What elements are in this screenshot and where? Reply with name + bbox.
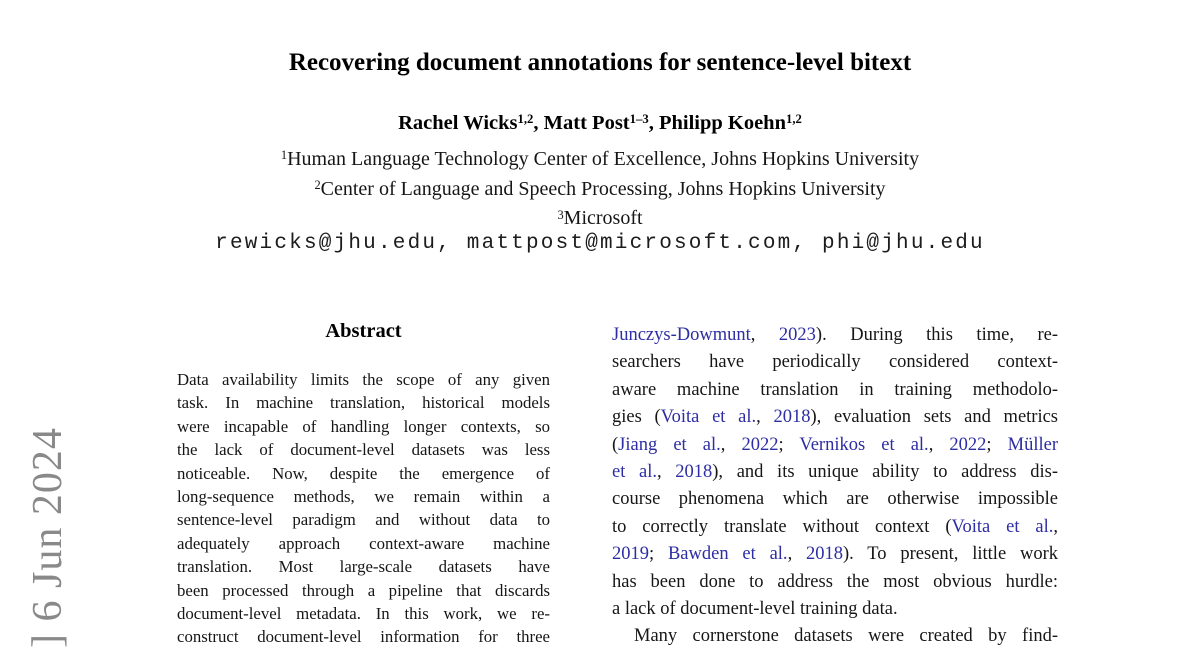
citation-link[interactable]: 2018 xyxy=(806,544,844,565)
superscript: 1 xyxy=(280,148,288,163)
text-line xyxy=(177,391,550,414)
superscript: 1,2 xyxy=(786,112,802,127)
text-run: , xyxy=(928,434,950,455)
text-line xyxy=(612,349,1058,376)
text-line xyxy=(612,514,1058,541)
citation-link[interactable]: 2022 xyxy=(741,434,779,455)
citation-link[interactable]: Vernikos et al. xyxy=(799,434,929,455)
text-run: searchers have periodically considered context- xyxy=(612,352,1058,373)
superscript: 1,2 xyxy=(517,112,534,127)
text-line xyxy=(177,415,550,438)
text-line xyxy=(0,146,1200,176)
text-run: document-level metadata. In this work, we re- xyxy=(177,604,550,624)
text-run: long-sequence methods, we remain within a xyxy=(177,487,550,507)
text-run: task. In machine translation, historical models xyxy=(177,393,550,413)
text-run: ), evaluation sets and metrics xyxy=(810,407,1059,428)
affiliations-block xyxy=(0,146,1200,235)
text-run: Microsoft xyxy=(563,207,643,230)
text-run: adequately approach context-aware machine xyxy=(177,533,550,553)
text-run: ; xyxy=(986,434,1008,455)
citation-link[interactable]: 2023 xyxy=(778,325,816,345)
text-run: ( xyxy=(612,434,619,455)
text-line xyxy=(612,322,1058,349)
text-run: to correctly translate without context ( xyxy=(612,516,952,537)
text-run: ; xyxy=(649,544,668,565)
text-line xyxy=(177,462,550,485)
text-run: has been done to address the most obvious hurdle: xyxy=(612,571,1058,592)
text-line xyxy=(612,596,1058,623)
citation-link[interactable]: Junczys-Dowmunt xyxy=(612,325,751,345)
text-line xyxy=(0,205,1200,235)
superscript: 3 xyxy=(557,207,564,222)
text-run: , xyxy=(656,462,676,483)
paper-title: Recovering document annotations for sentence-level bitext xyxy=(288,49,912,76)
text-run: been processed through a pipeline that discards xyxy=(177,580,550,600)
text-run: ). During this time, re- xyxy=(815,325,1059,345)
citation-link[interactable]: Müller xyxy=(1007,434,1059,455)
text-run: were incapable of handling longer contexts, so xyxy=(177,416,550,436)
text-run: , xyxy=(756,407,774,428)
text-line xyxy=(612,623,1058,648)
text-run: construct document-level information for three xyxy=(177,627,550,647)
text-line xyxy=(177,625,550,648)
text-run: noticeable. Now, despite the emergence of xyxy=(177,463,550,483)
text-line xyxy=(612,377,1058,404)
text-line xyxy=(612,569,1058,596)
text-run: ). To present, little work xyxy=(843,544,1058,565)
text-line xyxy=(177,602,550,625)
citation-link[interactable]: 2018 xyxy=(773,407,811,428)
text-run: Rachel Wicks xyxy=(398,112,518,134)
text-line xyxy=(612,432,1058,459)
text-run: , xyxy=(787,544,807,565)
text-run: Data availability limits the scope of any given xyxy=(177,370,550,389)
citation-link[interactable]: Voita et al. xyxy=(951,516,1054,537)
arxiv-date-stamp: ] 6 Jun 2024 xyxy=(25,427,71,648)
author-emails: rewicks@jhu.edu, mattpost@microsoft.com, phi@jhu.edu xyxy=(215,232,985,255)
text-line xyxy=(177,368,550,391)
text-run: , Philipp Koehn xyxy=(648,112,786,134)
citation-link[interactable]: 2019 xyxy=(612,544,649,565)
citation-link[interactable]: Bawden et al. xyxy=(667,544,788,565)
abstract-heading: Abstract xyxy=(325,320,402,342)
citation-link[interactable]: et al. xyxy=(612,462,657,483)
text-run: ; xyxy=(778,434,800,455)
citation-link[interactable]: Voita et al. xyxy=(660,407,757,428)
text-line xyxy=(177,555,550,578)
authors-line xyxy=(0,112,1200,135)
text-run: aware machine translation in training methodolo- xyxy=(612,379,1058,400)
superscript: 1–3 xyxy=(629,112,649,127)
text-line xyxy=(177,532,550,555)
text-line xyxy=(177,508,550,531)
text-run: , xyxy=(750,325,779,345)
superscript: 2 xyxy=(314,178,321,193)
text-line xyxy=(612,404,1058,431)
text-run: translation. Most large-scale datasets have xyxy=(177,557,550,577)
text-run: Center of Language and Speech Processing, Johns Hopkins University xyxy=(320,177,886,200)
text-run: gies ( xyxy=(612,407,661,428)
text-line xyxy=(177,438,550,461)
text-run: a lack of document-level training data. xyxy=(612,599,898,620)
text-run: ), and its unique ability to address dis- xyxy=(712,462,1059,483)
citation-link[interactable]: Jiang et al. xyxy=(618,434,721,455)
text-run: sentence-level paradigm and without data to xyxy=(177,510,550,530)
text-line xyxy=(612,541,1058,568)
text-line xyxy=(0,176,1200,206)
text-line xyxy=(612,486,1058,513)
text-run: course phenomena which are otherwise impossible xyxy=(612,489,1058,510)
text-line xyxy=(177,485,550,508)
abstract-section xyxy=(177,320,550,648)
right-column-text xyxy=(612,322,1058,648)
text-run: , xyxy=(1053,516,1058,537)
text-run: , xyxy=(720,434,742,455)
text-run: , Matt Post xyxy=(533,112,630,134)
text-line xyxy=(177,579,550,602)
text-run: Human Language Technology Center of Excellence, Johns Hopkins University xyxy=(287,148,920,170)
text-line xyxy=(612,459,1058,486)
text-run: Many cornerstone datasets were created by find- xyxy=(634,626,1058,647)
abstract-text xyxy=(177,368,550,648)
citation-link[interactable]: 2018 xyxy=(675,462,713,483)
citation-link[interactable]: 2022 xyxy=(949,434,987,455)
text-run: the lack of document-level datasets was less xyxy=(177,440,550,460)
